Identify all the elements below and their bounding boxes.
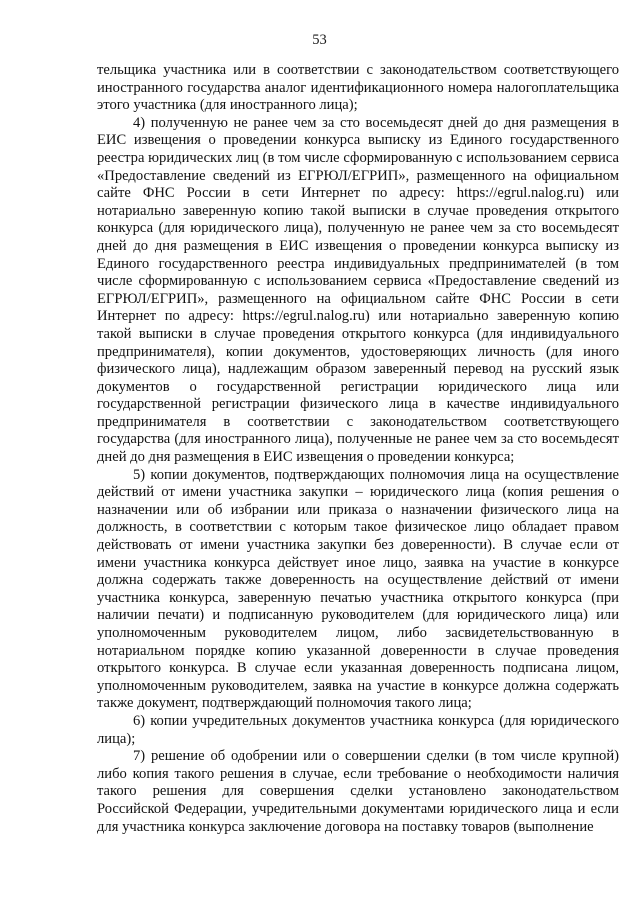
paragraph-item-5: 5) копии документов, подтверждающих полномочия лица на осуществление действий от имени участника закупки – юридического лица (копия решения о назначении или об избрании или приказа о назначении физического лица на должность, в соответствии с которым такое физическое лицо обладает правом действовать от имени участника закупки без доверенности). В случае если от имени участника конкурса действует иное лицо, заявка на участие в конкурсе должна содержать также доверенность на осуществление действий от имени участника конкурса, заверенную печатью участника открытого конкурса (при наличии печати) и подписанную руководителем (для юридического лица) или уполномоченным руководителем лицом, либо засвидетельствованную в нотариальном порядке копию указанной доверенности в случае проведения открытого конкурса. В случае если указанная доверенность подписана лицом, уполномоченным руководителем, заявка на участие в конкурсе должна содержать также документ, подтверждающий полномочия такого лица;	[97, 466, 619, 712]
paragraph-item-6: 6) копии учредительных документов участника конкурса (для юридического лица);	[97, 712, 619, 747]
document-body	[97, 62, 619, 836]
paragraph-item-4: 4) полученную не ранее чем за сто восемьдесят дней до дня размещения в ЕИС извещения о проведении конкурса выписку из Единого государственного реестра юридических лиц (в том числе сформированную с использованием сервиса «Предоставление сведений из ЕГРЮЛ/ЕГРИП», размещенного на официальном сайте ФНС России в сети Интернет по адресу: https://egrul.nalog.ru) или нотариально заверенную копию такой выписки в случае проведения открытого конкурса (для юридического лица), полученную не ранее чем за сто восемьдесят дней до дня размещения в ЕИС извещения о проведении конкурса выписку из Единого государственного реестра индивидуальных предпринимателей (в том числе сформированную с использованием сервиса «Предоставление сведений из ЕГРЮЛ/ЕГРИП», размещенного на официальном сайте ФНС России в сети Интернет по адресу: https://egrul.nalog.ru) или нотариально заверенную копию такой выписки в случае проведения открытого конкурса (для индивидуального предпринимателя), копии документов, удостоверяющих личность (для иного физического лица), надлежащим образом заверенный перевод на русский язык документов о государственной регистрации юридического лица или государственной регистрации физического лица в качестве индивидуального предпринимателя в соответствии с законодательством соответствующего государства (для иностранного лица), полученные не ранее чем за сто восемьдесят дней до дня размещения в ЕИС извещения о проведении конкурса;	[97, 114, 619, 466]
paragraph-item-7: 7) решение об одобрении или о совершении сделки (в том числе крупной) либо копия такого решения в случае, если требование о необходимости наличия такого решения для совершения сделки установлено законодательством Российской Федерации, учредительными документами юридического лица и если для участника конкурса заключение договора на поставку товаров (выполнение	[97, 748, 619, 835]
page-number: 53	[312, 32, 327, 48]
paragraph-continuation: тельщика участника или в соответствии с законодательством соответствующего иностранного государства аналог идентификационного номера налогоплательщика этого участника (для иностранного лица);	[97, 62, 619, 114]
